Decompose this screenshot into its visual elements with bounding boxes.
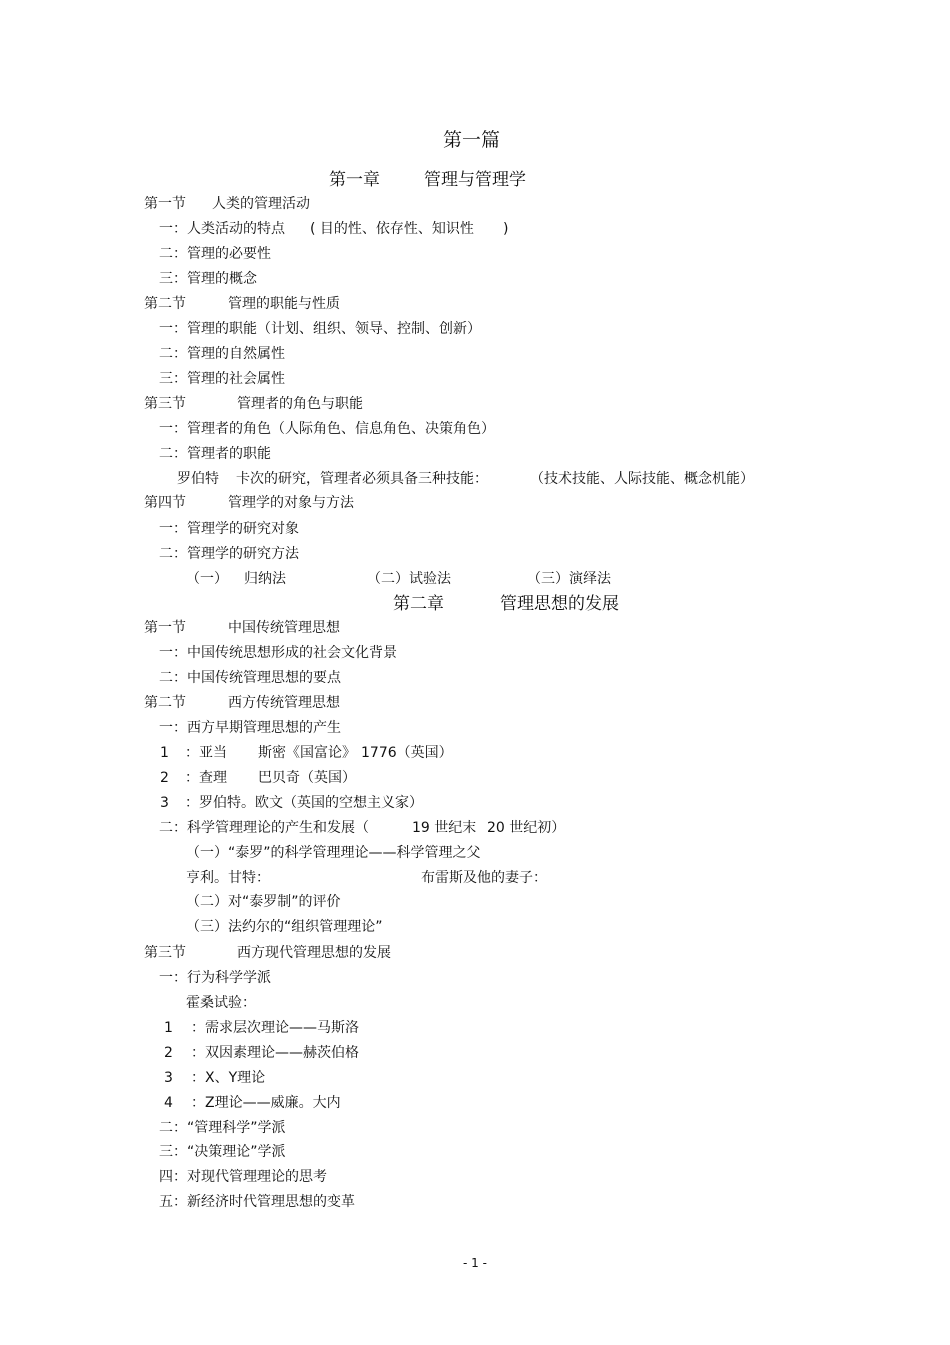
katz-text: 卡次的研究，管理者必须具备三种技能： <box>236 471 488 487</box>
early-item-number: 2 <box>160 770 169 786</box>
sub-item: （二）对“泰罗制”的评价 <box>186 894 341 910</box>
list-item: 二：管理学的研究方法 <box>159 546 299 562</box>
list-item: 三：“决策理论”学派 <box>159 1144 286 1160</box>
section-number: 第三节 <box>144 945 186 961</box>
gilbreth-label: 布雷斯及他的妻子： <box>421 870 547 886</box>
method-2: （二）试验法 <box>367 571 451 587</box>
chapter-1-title: 管理与管理学 <box>424 170 526 190</box>
section-title: 管理的职能与性质 <box>228 296 340 312</box>
theory-number: 3 <box>164 1070 173 1086</box>
list-item: 二：科学管理理论的产生和发展（ <box>159 820 369 836</box>
section-title: 中国传统管理思想 <box>228 620 340 636</box>
gantt-label: 亨利。甘特： <box>186 870 270 886</box>
chapter-2-title: 管理思想的发展 <box>500 594 619 614</box>
hawthorne-label: 霍桑试验： <box>186 995 256 1011</box>
section-number: 第二节 <box>144 296 186 312</box>
sub-item: （一）“泰罗”的科学管理理论——科学管理之父 <box>186 845 481 861</box>
early-item-text: ：查理 <box>185 770 227 786</box>
list-item: 五：新经济时代管理思想的变革 <box>159 1194 355 1210</box>
theory-text: ：双因素理论——赫茨伯格 <box>191 1045 359 1061</box>
method-1-number: （一） <box>186 571 228 587</box>
list-item: 二：中国传统管理思想的要点 <box>159 670 341 686</box>
list-item: 四：对现代管理理论的思考 <box>159 1169 327 1185</box>
early-item-text: 巴贝奇（英国） <box>258 770 356 786</box>
theory-number: 2 <box>164 1045 173 1061</box>
early-item-year: 1776（英国） <box>361 745 453 761</box>
theory-number: 4 <box>164 1095 173 1111</box>
list-item: 二：管理者的职能 <box>159 446 271 462</box>
early-item-text: 斯密《国富论》 <box>258 745 356 761</box>
list-item: 一：行为科学学派 <box>159 970 271 986</box>
chapter-2-number: 第二章 <box>393 594 444 614</box>
section-title: 人类的管理活动 <box>212 196 310 212</box>
early-item-text: ：罗伯特。欧文（英国的空想主义家） <box>185 795 423 811</box>
list-item: 一：管理的职能（计划、组织、领导、控制、创新） <box>159 321 481 337</box>
theory-text: ：X、Y理论 <box>191 1070 266 1086</box>
list-item: 二：管理的必要性 <box>159 246 271 262</box>
method-3: （三）演绎法 <box>527 571 611 587</box>
list-item: 一：人类活动的特点 <box>159 221 285 237</box>
chapter-1-number: 第一章 <box>329 170 380 190</box>
period-end: 20 世纪初） <box>487 820 566 836</box>
early-item-number: 1 <box>160 745 169 761</box>
theory-text: ：需求层次理论——马斯洛 <box>191 1020 359 1036</box>
method-1-name: 归纳法 <box>244 571 286 587</box>
theory-text: ：Z理论——威廉。大内 <box>191 1095 341 1111</box>
section-title: 管理学的对象与方法 <box>228 495 354 511</box>
section-number: 第一节 <box>144 620 186 636</box>
period-start: 19 世纪末 <box>412 820 477 836</box>
list-item: 一：管理学的研究对象 <box>159 521 299 537</box>
list-item-note: ( 目的性、依存性、知识性 <box>310 221 474 237</box>
page-number: - 1 - <box>463 1256 487 1270</box>
section-title: 西方现代管理思想的发展 <box>237 945 391 961</box>
list-item: 三：管理的概念 <box>159 271 257 287</box>
list-item: 二：“管理科学”学派 <box>159 1120 286 1136</box>
early-item-text: ：亚当 <box>185 745 227 761</box>
katz-name: 罗伯特 <box>177 471 219 487</box>
katz-skills: （技术技能、人际技能、概念机能） <box>530 471 754 487</box>
theory-number: 1 <box>164 1020 173 1036</box>
section-number: 第二节 <box>144 695 186 711</box>
list-item: 一：管理者的角色（人际角色、信息角色、决策角色） <box>159 421 495 437</box>
part-title: 第一篇 <box>443 129 501 151</box>
section-title: 西方传统管理思想 <box>228 695 340 711</box>
list-item: 一：中国传统思想形成的社会文化背景 <box>159 645 397 661</box>
section-title: 管理者的角色与职能 <box>237 396 363 412</box>
list-item: 一：西方早期管理思想的产生 <box>159 720 341 736</box>
section-number: 第三节 <box>144 396 186 412</box>
list-item: 三：管理的社会属性 <box>159 371 285 387</box>
section-number: 第四节 <box>144 495 186 511</box>
early-item-number: 3 <box>160 795 169 811</box>
list-item-note-close: ) <box>503 221 509 237</box>
list-item: 二：管理的自然属性 <box>159 346 285 362</box>
sub-item: （三）法约尔的“组织管理理论” <box>186 919 383 935</box>
section-number: 第一节 <box>144 196 186 212</box>
